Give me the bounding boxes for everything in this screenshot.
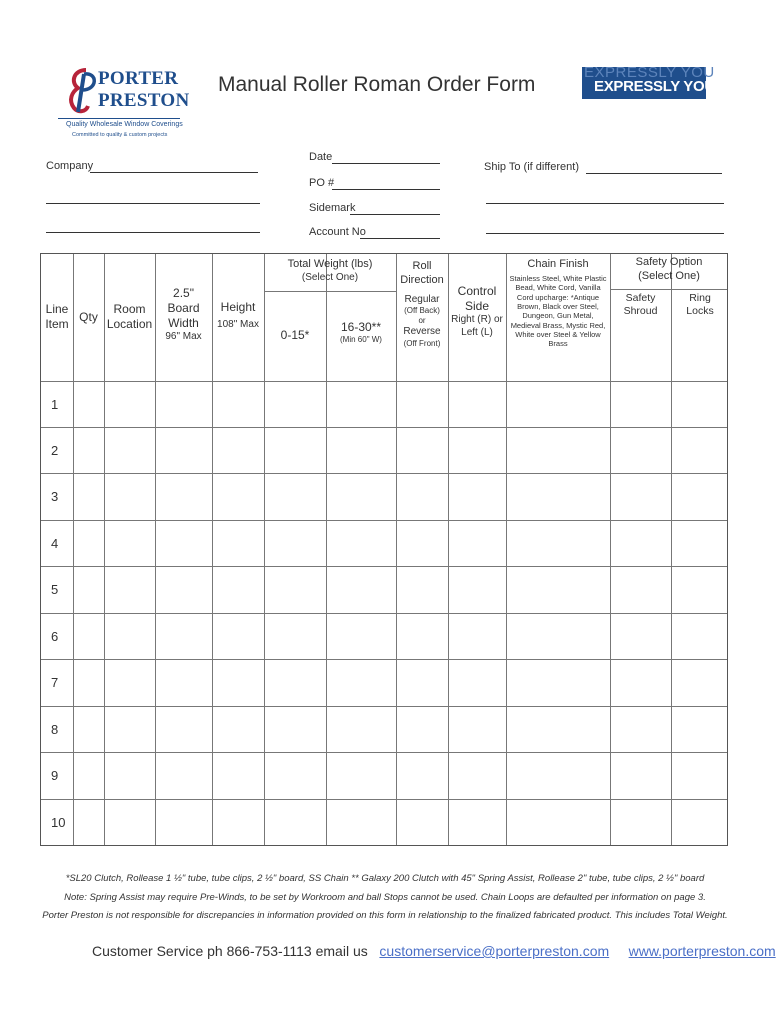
badge-ghost-text: EXPRESSLY YOU bbox=[584, 64, 715, 81]
header-weight-16-30: 16-30** (Min 60" W) bbox=[340, 320, 382, 344]
row-number: 3 bbox=[51, 489, 59, 504]
badge-main-text: EXPRESSLY YOURS bbox=[594, 78, 736, 95]
row-number: 1 bbox=[51, 397, 59, 412]
header-control-side: Control Side Right (R) or Left (L) bbox=[451, 284, 503, 338]
logo-tagline: Quality Wholesale Window Coverings bbox=[66, 121, 183, 128]
page-title: Manual Roller Roman Order Form bbox=[218, 73, 536, 96]
row-number: 6 bbox=[51, 629, 59, 644]
row-number: 8 bbox=[51, 722, 59, 737]
date-input[interactable] bbox=[332, 163, 440, 164]
logo-divider bbox=[58, 118, 180, 119]
po-label: PO # bbox=[309, 177, 335, 189]
account-input[interactable] bbox=[360, 238, 440, 239]
company-line-3[interactable] bbox=[46, 232, 260, 233]
row-number: 2 bbox=[51, 443, 59, 458]
website-link[interactable]: www.porterpreston.com bbox=[628, 943, 776, 959]
row-number: 9 bbox=[51, 768, 59, 783]
footnote-spring-assist: Note: Spring Assist may require Pre-Winds, to be set by Workroom and ball Stops cannot be used. Chain Loops are defaulted per information on page 3. bbox=[64, 892, 706, 903]
header-total-weight: Total Weight (lbs) (Select One) bbox=[287, 258, 373, 283]
header-board-width: 2.5" Board Width 96" Max bbox=[165, 286, 202, 342]
pp-monogram-icon bbox=[64, 68, 100, 114]
logo-preston: PRESTON bbox=[98, 90, 190, 111]
sidemark-input[interactable] bbox=[350, 214, 440, 215]
logo-subtagline: Committed to quality & custom projects bbox=[72, 132, 168, 138]
date-label: Date bbox=[309, 151, 333, 163]
row-number: 5 bbox=[51, 582, 59, 597]
row-number: 10 bbox=[51, 815, 66, 830]
ship-to-label: Ship To (if different) bbox=[484, 161, 579, 173]
header-height: Height 108" Max bbox=[217, 300, 259, 330]
ship-to-input[interactable] bbox=[586, 173, 722, 174]
po-input[interactable] bbox=[332, 189, 440, 190]
ship-to-line-2[interactable] bbox=[486, 203, 724, 204]
logo-porter: PORTER bbox=[98, 68, 179, 89]
row-number: 4 bbox=[51, 536, 59, 551]
header-line-item: Line Item bbox=[45, 302, 69, 331]
header-safety-option: Safety Option (Select One) bbox=[635, 256, 703, 282]
header-ring-locks: Ring Locks bbox=[686, 292, 714, 318]
sidemark-label: Sidemark bbox=[309, 202, 356, 214]
footnote-clutch: *SL20 Clutch, Rollease 1 ½" tube, tube clips, 2 ½" board, SS Chain ** Galaxy 200 Clutch with 45" Spring Assist, Rollease 2" tube, tube clips, 2 ½" board bbox=[65, 873, 705, 884]
header-weight-0-15: 0-15* bbox=[280, 328, 310, 342]
header-roll-direction: Roll Direction Regular (Off Back) or Reverse (Off Front) bbox=[400, 260, 444, 348]
company-input[interactable] bbox=[90, 172, 258, 173]
header-chain-finish: Chain Finish Stainless Steel, White Plastic Bead, White Cord, Vanilla Cord upcharge: *Antique Brown, Black over Steel, Dungeon, Gun Metal, Medieval Brass, Mystic Red, White over Steel & Yellow Brass bbox=[509, 258, 607, 349]
porter-preston-logo bbox=[58, 66, 190, 146]
expressly-yours-badge bbox=[582, 64, 736, 99]
customer-service-text: Customer Service ph 866-753-1113 email us bbox=[92, 943, 368, 959]
company-label: Company bbox=[46, 160, 94, 172]
header-room-location: Room Location bbox=[106, 302, 153, 331]
ship-to-line-3[interactable] bbox=[486, 233, 724, 234]
company-line-2[interactable] bbox=[46, 203, 260, 204]
row-number: 7 bbox=[51, 675, 59, 690]
footnote-disclaimer: Porter Preston is not responsible for discrepancies in information provided on this form in relationship to the finalized fabricated product. This includes Total Weight. bbox=[42, 910, 728, 921]
header-safety-shroud: Safety Shroud bbox=[623, 292, 658, 318]
contact-line bbox=[92, 943, 776, 959]
header-qty: Qty bbox=[79, 310, 98, 324]
order-table bbox=[40, 253, 728, 846]
account-label: Account No bbox=[309, 226, 366, 238]
email-link[interactable]: customerservice@porterpreston.com bbox=[379, 943, 610, 959]
